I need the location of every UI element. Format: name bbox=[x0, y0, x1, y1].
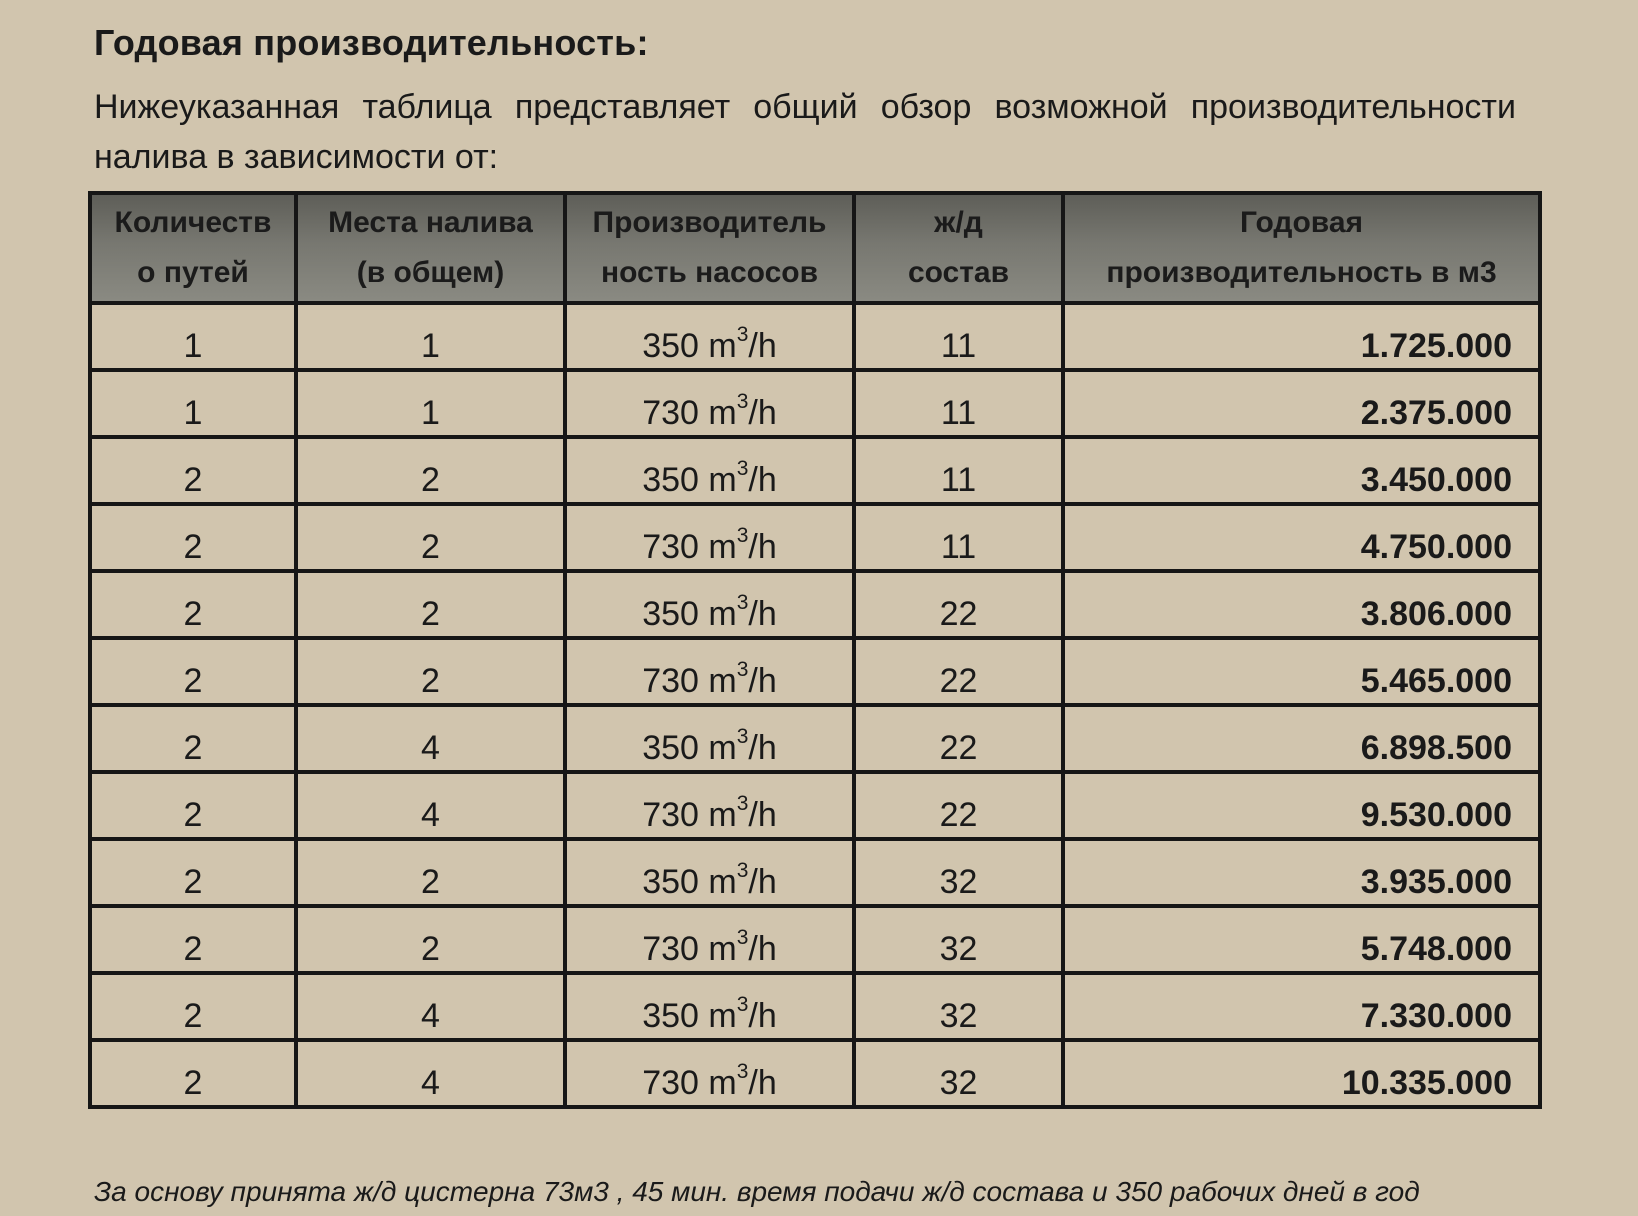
unit-tail: /h bbox=[748, 662, 777, 700]
cell-pump-capacity bbox=[565, 370, 854, 437]
cell-annual-productivity: 3.806.000 bbox=[1063, 571, 1540, 638]
cell-places: 2 bbox=[296, 906, 565, 973]
unit-exponent: 3 bbox=[736, 1060, 749, 1083]
pump-value: 350 m bbox=[642, 729, 737, 767]
table-row bbox=[90, 973, 1540, 1040]
pump-value: 350 m bbox=[642, 327, 737, 365]
cell-tracks: 2 bbox=[90, 437, 296, 504]
cell-tracks: 2 bbox=[90, 839, 296, 906]
cell-pump-capacity bbox=[565, 504, 854, 571]
cell-train: 22 bbox=[854, 638, 1063, 705]
unit-tail: /h bbox=[748, 863, 777, 901]
cell-pump-capacity bbox=[565, 906, 854, 973]
table-row bbox=[90, 504, 1540, 571]
unit-tail: /h bbox=[748, 997, 777, 1035]
unit-exponent: 3 bbox=[736, 859, 749, 882]
cell-places: 2 bbox=[296, 638, 565, 705]
unit-exponent: 3 bbox=[736, 792, 749, 815]
cell-annual-productivity: 2.375.000 bbox=[1063, 370, 1540, 437]
cell-train: 11 bbox=[854, 504, 1063, 571]
cell-tracks: 2 bbox=[90, 906, 296, 973]
page-title: Годовая производительность: bbox=[94, 22, 649, 63]
cell-tracks: 2 bbox=[90, 772, 296, 839]
table-body bbox=[90, 303, 1540, 1107]
cell-places: 2 bbox=[296, 504, 565, 571]
cell-train: 22 bbox=[854, 772, 1063, 839]
unit-exponent: 3 bbox=[736, 725, 749, 748]
pump-value: 350 m bbox=[642, 863, 737, 901]
cell-train: 32 bbox=[854, 973, 1063, 1040]
table-row bbox=[90, 571, 1540, 638]
table-header-row bbox=[90, 193, 1540, 303]
cell-annual-productivity: 10.335.000 bbox=[1063, 1040, 1540, 1107]
cell-places: 1 bbox=[296, 303, 565, 370]
cell-pump-capacity bbox=[565, 973, 854, 1040]
cell-annual-productivity: 9.530.000 bbox=[1063, 772, 1540, 839]
cell-tracks: 2 bbox=[90, 638, 296, 705]
table-row bbox=[90, 437, 1540, 504]
cell-tracks: 1 bbox=[90, 303, 296, 370]
cell-annual-productivity: 4.750.000 bbox=[1063, 504, 1540, 571]
table-row bbox=[90, 839, 1540, 906]
footnote: За основу принята ж/д цистерна 73м3 , 45 мин. время подачи ж/д состава и 350 рабочих дней в год bbox=[94, 1176, 1420, 1207]
header-tracks-count: Количеств о путей bbox=[90, 193, 296, 303]
unit-tail: /h bbox=[748, 930, 777, 968]
pump-value: 350 m bbox=[642, 461, 737, 499]
unit-tail: /h bbox=[748, 729, 777, 767]
table-row bbox=[90, 370, 1540, 437]
cell-annual-productivity: 5.465.000 bbox=[1063, 638, 1540, 705]
pump-value: 730 m bbox=[642, 1064, 737, 1102]
cell-annual-productivity: 6.898.500 bbox=[1063, 705, 1540, 772]
cell-annual-productivity: 3.450.000 bbox=[1063, 437, 1540, 504]
cell-tracks: 2 bbox=[90, 571, 296, 638]
cell-annual-productivity: 5.748.000 bbox=[1063, 906, 1540, 973]
unit-tail: /h bbox=[748, 595, 777, 633]
cell-train: 22 bbox=[854, 705, 1063, 772]
productivity-table bbox=[88, 191, 1542, 1109]
intro-paragraph: Нижеуказанная таблица представляет общий обзор возможной производительности налива в зависимости от: bbox=[94, 88, 1516, 176]
unit-tail: /h bbox=[748, 461, 777, 499]
table-row bbox=[90, 1040, 1540, 1107]
cell-train: 11 bbox=[854, 303, 1063, 370]
cell-tracks: 2 bbox=[90, 504, 296, 571]
unit-exponent: 3 bbox=[736, 390, 749, 413]
cell-train: 32 bbox=[854, 839, 1063, 906]
cell-annual-productivity: 3.935.000 bbox=[1063, 839, 1540, 906]
cell-train: 32 bbox=[854, 906, 1063, 973]
cell-pump-capacity bbox=[565, 638, 854, 705]
cell-places: 4 bbox=[296, 1040, 565, 1107]
header-train-composition: ж/д состав bbox=[854, 193, 1063, 303]
cell-pump-capacity bbox=[565, 437, 854, 504]
cell-pump-capacity bbox=[565, 303, 854, 370]
cell-pump-capacity bbox=[565, 571, 854, 638]
cell-places: 1 bbox=[296, 370, 565, 437]
pump-value: 730 m bbox=[642, 528, 737, 566]
unit-tail: /h bbox=[748, 528, 777, 566]
header-loading-places: Места налива (в общем) bbox=[296, 193, 565, 303]
cell-train: 11 bbox=[854, 370, 1063, 437]
unit-exponent: 3 bbox=[736, 323, 749, 346]
unit-exponent: 3 bbox=[736, 926, 749, 949]
table-row bbox=[90, 705, 1540, 772]
table-row bbox=[90, 906, 1540, 973]
unit-exponent: 3 bbox=[736, 591, 749, 614]
pump-value: 350 m bbox=[642, 595, 737, 633]
unit-tail: /h bbox=[748, 1064, 777, 1102]
unit-tail: /h bbox=[748, 327, 777, 365]
cell-places: 2 bbox=[296, 839, 565, 906]
header-pump-capacity: Производитель ность насосов bbox=[565, 193, 854, 303]
cell-train: 11 bbox=[854, 437, 1063, 504]
cell-train: 32 bbox=[854, 1040, 1063, 1107]
cell-places: 2 bbox=[296, 571, 565, 638]
table-row bbox=[90, 638, 1540, 705]
pump-value: 730 m bbox=[642, 796, 737, 834]
cell-annual-productivity: 1.725.000 bbox=[1063, 303, 1540, 370]
unit-exponent: 3 bbox=[736, 658, 749, 681]
unit-exponent: 3 bbox=[736, 524, 749, 547]
cell-pump-capacity bbox=[565, 772, 854, 839]
pump-value: 350 m bbox=[642, 997, 737, 1035]
cell-pump-capacity bbox=[565, 705, 854, 772]
cell-tracks: 1 bbox=[90, 370, 296, 437]
header-annual-productivity: Годовая производительность в м3 bbox=[1063, 193, 1540, 303]
table-row bbox=[90, 772, 1540, 839]
cell-annual-productivity: 7.330.000 bbox=[1063, 973, 1540, 1040]
cell-places: 2 bbox=[296, 437, 565, 504]
cell-pump-capacity bbox=[565, 839, 854, 906]
pump-value: 730 m bbox=[642, 394, 737, 432]
unit-tail: /h bbox=[748, 394, 777, 432]
cell-places: 4 bbox=[296, 705, 565, 772]
cell-tracks: 2 bbox=[90, 1040, 296, 1107]
table-row bbox=[90, 303, 1540, 370]
cell-places: 4 bbox=[296, 772, 565, 839]
cell-tracks: 2 bbox=[90, 973, 296, 1040]
unit-exponent: 3 bbox=[736, 993, 749, 1016]
cell-pump-capacity bbox=[565, 1040, 854, 1107]
pump-value: 730 m bbox=[642, 930, 737, 968]
unit-exponent: 3 bbox=[736, 457, 749, 480]
unit-tail: /h bbox=[748, 796, 777, 834]
cell-train: 22 bbox=[854, 571, 1063, 638]
pump-value: 730 m bbox=[642, 662, 737, 700]
cell-places: 4 bbox=[296, 973, 565, 1040]
cell-tracks: 2 bbox=[90, 705, 296, 772]
